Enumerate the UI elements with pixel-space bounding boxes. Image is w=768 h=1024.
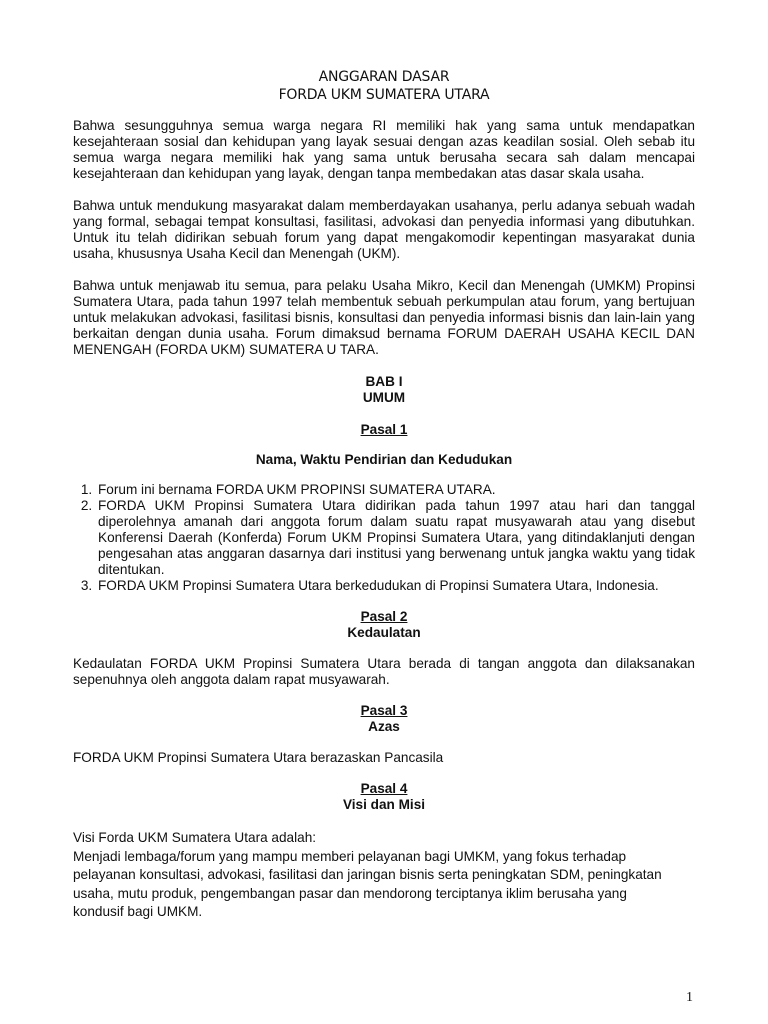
list-item: 1. Forum ini bernama FORDA UKM PROPINSI SUMATERA UTARA. [96, 482, 695, 498]
bab-heading [73, 374, 695, 406]
intro-paragraph-3: Bahwa untuk menjawab itu semua, para pelaku Usaha Mikro, Kecil dan Menengah (UMKM) Propinsi Sumatera Utara, pada tahun 1997 telah membentuk sebuah perkumpulan atau forum, yang bertujuan untuk melakukan advokasi, fasilitasi bisnis, konsultasi dan penyedia informasi bisnis dan lain-lain yang berkaitan dengan dunia usaha. Forum dimaksud bernama FORUM DAERAH USAHA KECIL DAN MENENGAH (FORDA UKM) SUMATERA U TARA. [73, 278, 695, 357]
pasal-2-heading-block [73, 609, 695, 641]
visi-line: usaha, mutu produk, pengembangan pasar dan mendorong terciptanya iklim berusaha yang [73, 885, 627, 901]
pasal-2-subtitle: Kedaulatan [347, 625, 421, 640]
pasal-1-list [73, 482, 695, 594]
pasal-4-subtitle: Visi dan Misi [342, 797, 426, 812]
pasal-3-heading: Pasal 3 [360, 703, 408, 718]
title-line-2: FORDA UKM SUMATERA UTARA [278, 87, 490, 103]
intro-paragraph-2: Bahwa untuk mendukung masyarakat dalam memberdayakan usahanya, perlu adanya sebuah wadah yang formal, sebagai tempat konsultasi, fasilitasi, advokasi dan penyedia informasi yang dibutuhkan. Untuk itu telah didirikan sebuah forum yang dapat mengakomodir kepentingan masyarakat dunia usaha, khususnya Usaha Kecil dan Menengah (UKM). [73, 198, 695, 261]
pasal-2-text: Kedaulatan FORDA UKM Propinsi Sumatera Utara berada di tangan anggota dan dilaksanakan sepenuhnya oleh anggota dalam rapat musyawarah. [73, 656, 695, 687]
visi-line: pelayanan konsultasi, advokasi, fasilitasi dan jaringan bisnis serta peningkatan SDM, peningkatan [73, 867, 662, 882]
pasal-1-heading: Pasal 1 [360, 422, 408, 437]
pasal-4-heading: Pasal 4 [360, 781, 408, 796]
pasal-1-subtitle: Nama, Waktu Pendirian dan Kedudukan [255, 452, 513, 467]
page-number: 1 [686, 990, 693, 1005]
title-line-1: ANGGARAN DASAR [318, 69, 450, 85]
pasal-4-heading-block [73, 781, 695, 813]
pasal-3-text: FORDA UKM Propinsi Sumatera Utara berazaskan Pancasila [73, 750, 444, 765]
document-page [73, 68, 695, 922]
intro-paragraph-1: Bahwa sesungguhnya semua warga negara RI memiliki hak yang sama untuk mendapatkan kesejahteraan sosial dan kehidupan yang layak sesuai dengan azas keadilan sosial. Oleh sebab itu semua warga negara memiliki hak yang sama untuk berusaha secara sah dalam mencapai kesejahteraan dan kehidupan yang layak, dengan tanpa membedakan atas dasar skala usaha. [73, 118, 695, 181]
visi-line: Menjadi lembaga/forum yang mampu memberi pelayanan bagi UMKM, yang fokus terhadap [73, 848, 627, 864]
list-item: 3. FORDA UKM Propinsi Sumatera Utara berkedudukan di Propinsi Sumatera Utara, Indonesia. [96, 578, 695, 594]
bab-number: BAB I [365, 374, 403, 389]
pasal-3-heading-block [73, 703, 695, 735]
document-title [73, 68, 695, 104]
pasal-4-visi [73, 829, 695, 922]
pasal-3-subtitle: Azas [368, 719, 400, 734]
pasal-2-heading: Pasal 2 [360, 609, 408, 624]
visi-intro: Visi Forda UKM Sumatera Utara adalah: [73, 830, 317, 845]
visi-line: kondusif bagi UMKM. [73, 904, 203, 919]
list-item: 2. FORDA UKM Propinsi Sumatera Utara didirikan pada tahun 1997 atau hari dan tanggal diperolehnya amanah dari anggota forum dalam suatu rapat musyawarah atau yang disebut Konferensi Daerah (Konferda) Forum UKM Propinsi Sumatera Utara, yang ditindaklanjuti dengan pengesahan atas anggaran dasarnya dari institusi yang berwenang untuk jangka waktu yang tidak ditentukan. [96, 498, 695, 578]
bab-name: UMUM [362, 390, 406, 405]
